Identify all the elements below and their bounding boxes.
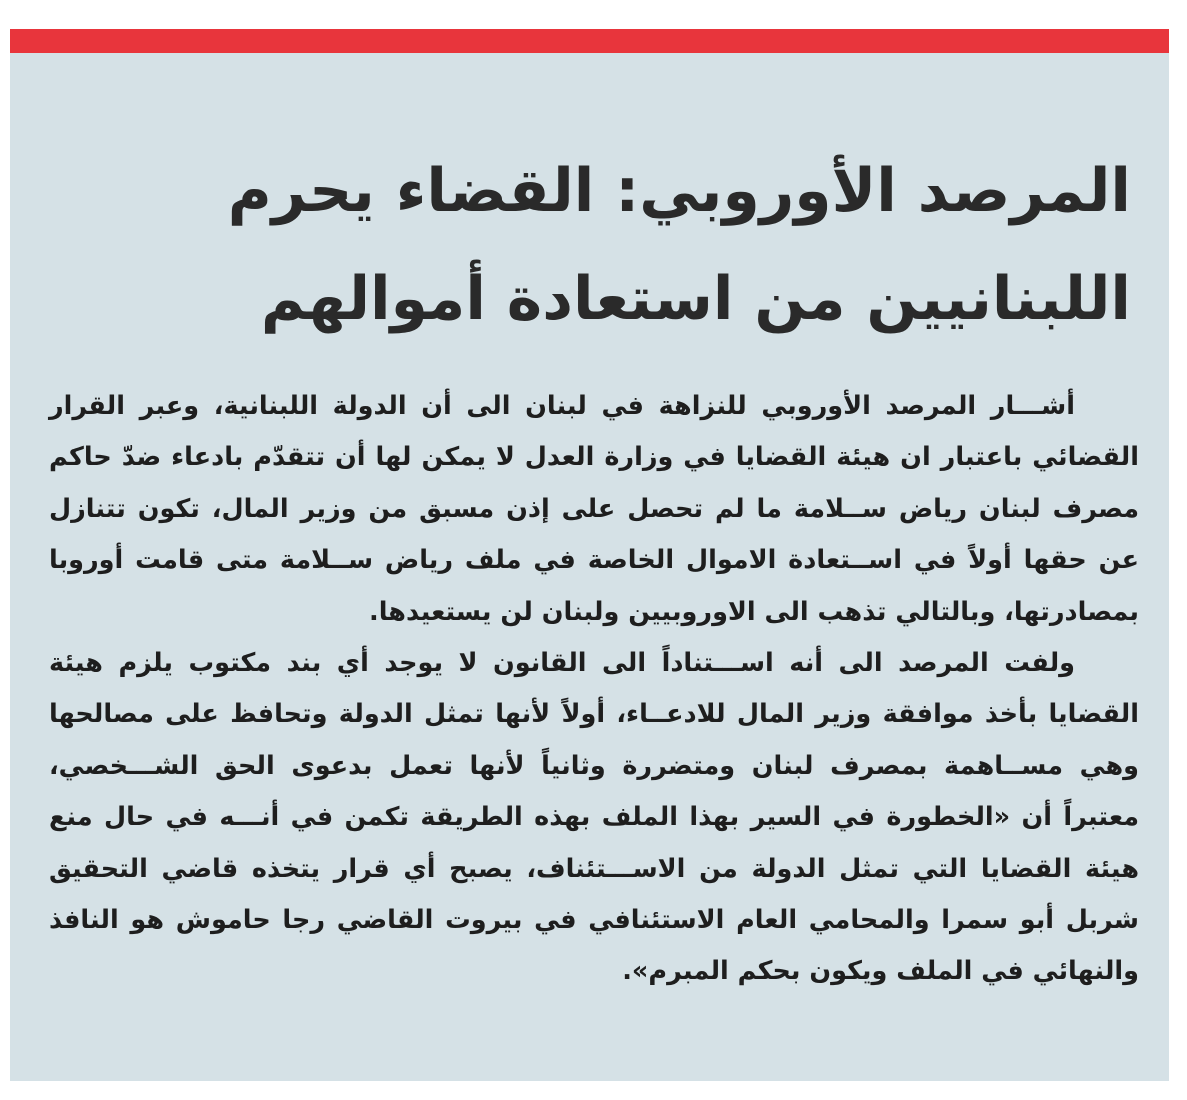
headline-line-1: المرصد الأوروبي: القضاء يحرم [227, 156, 1131, 226]
paragraph-1: أشـــار المرصد الأوروبي للنزاهة في لبنان الى أن الدولة اللبنانية، وعبر القرار القضائي باعتبار ان هيئة القضايا في وزارة العدل لا يمكن لها أن تتقدّم بادعاء ضدّ حاكم مصرف لبنان رياض ســلامة ما لم تحصل على إذن مسبق من وزير المال، تكون تتنازل عن حقها أولاً في اســتعادة الاموال الخاصة في ملف رياض ســلامة متى قامت أوروبا بمصادرتها، وبالتالي تذهب الى الاوروبيين ولبنان لن يستعيدها. [49, 391, 1139, 627]
headline-line-2: اللبنانيين من استعادة أموالهم [260, 264, 1131, 334]
paragraph-2: ولفت المرصد الى أنه اســـتناداً الى القانون لا يوجد أي بند مكتوب يلزم هيئة القضايا بأخذ موافقة وزير المال للادعــاء، أولاً لأنها تمثل الدولة وتحافظ على مصالحها وهي مســاهمة بمصرف لبنان ومتضررة وثانياً لأنها تعمل بدعوى الحق الشـــخصي، معتبراً أن «الخطورة في السير بهذا الملف بهذه الطريقة تكمن في أنـــه في حال منع هيئة القضايا التي تمثل الدولة من الاســـتئناف، يصبح أي قرار يتخذه قاضي التحقيق شربل أبو سمرا والمحامي العام الاستئنافي في بيروت القاضي رجا حاموش هو النافذ والنهائي في الملف ويكون بحكم المبرم». [49, 648, 1139, 987]
article-card [10, 29, 1169, 1081]
header-accent-bar [10, 29, 1169, 53]
article-body [49, 381, 1139, 998]
headline [71, 137, 1131, 353]
